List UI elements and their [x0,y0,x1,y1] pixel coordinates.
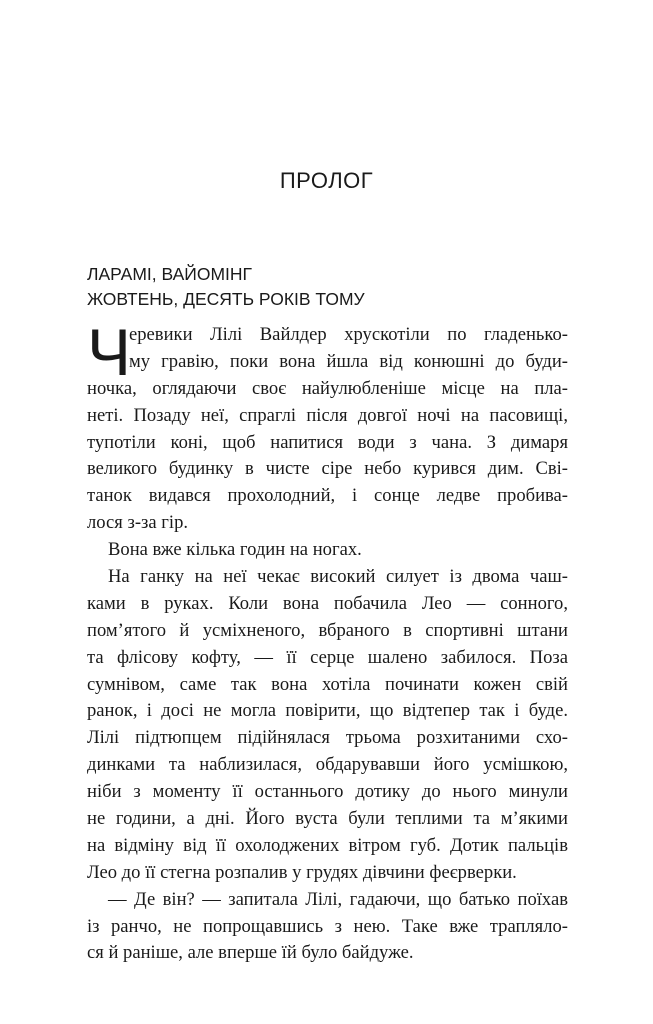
text-line: із ранчо, не попрощавшись з нею. Таке вже траплялo- [87,915,568,937]
text-line: танок видався прохолодний, і сонце ледве пробива- [87,485,568,507]
text-line: неті. Позаду неї, спраглі після довгої ночі на пасовищі, [87,404,568,426]
text-line: ночка, оглядаючи своє найулюбленіше місце на пла- [87,377,568,399]
text-line: ками в руках. Коли вона побачила Лео — сонного, [87,592,568,614]
text-line: лося з-за гір. [87,512,189,534]
text-line: пом’ятого й усміхненого, вбраного в спортивні штани [87,619,568,641]
text-line: та флісову кофту, — її серце шалено забилося. Поза [87,646,568,668]
text-line: Лілі підтюпцем підійнялася трьома розхитаними схо- [87,727,568,749]
paragraph-2 [87,537,568,564]
text-line: му гравію, поки вона йшла від конюшні до буди- [129,350,568,372]
text-line: — Де він? — запитала Лілі, гадаючи, що батько поїхав [108,888,568,910]
text-line: не години, а дні. Його вуста були теплими та м’якими [87,808,568,830]
text-line: ся й раніше, але вперше їй було байдуже. [87,942,414,964]
body-text [87,315,568,967]
location-place: ЛАРАМІ, ВАЙОМІНГ [87,264,253,284]
text-line: Вона вже кілька годин на ногах. [108,539,362,561]
text-line: ранок, і досі не могла повірити, що відтепер так і буде. [87,700,568,722]
paragraph-3 [87,564,568,887]
location-heading [87,262,365,312]
text-line: динками та наблизилася, обдарувавши його усмішкою, [87,754,568,776]
drop-cap: Ч [87,315,131,389]
location-time: ЖОВТЕНЬ, ДЕСЯТЬ РОКІВ ТОМУ [87,289,365,309]
text-line: великого будинку в чисте сіре небо курився дим. Сві- [87,458,568,480]
text-line: тупотіли коні, щоб напитися води з чана. З димаря [87,431,568,453]
paragraph-4 [87,887,568,968]
text-line: еревики Лілі Вайлдер хрускотіли по гладенько- [129,324,568,345]
text-line: На ганку на неї чекає високий силует із двома чаш- [108,566,568,588]
paragraph-1 [87,315,568,537]
text-line: Лео до її стегна розпалив у грудях дівчини феєрверки. [87,861,517,883]
text-line: ніби з моменту її останнього дотику до нього минули [87,781,568,803]
text-line: сумнівом, саме так вона хотіла починати кожен свій [87,673,568,695]
text-line: на відміну від її охолоджених вітром губ. Дотик пальців [87,834,568,856]
chapter-title: ПРОЛОГ [279,168,374,193]
